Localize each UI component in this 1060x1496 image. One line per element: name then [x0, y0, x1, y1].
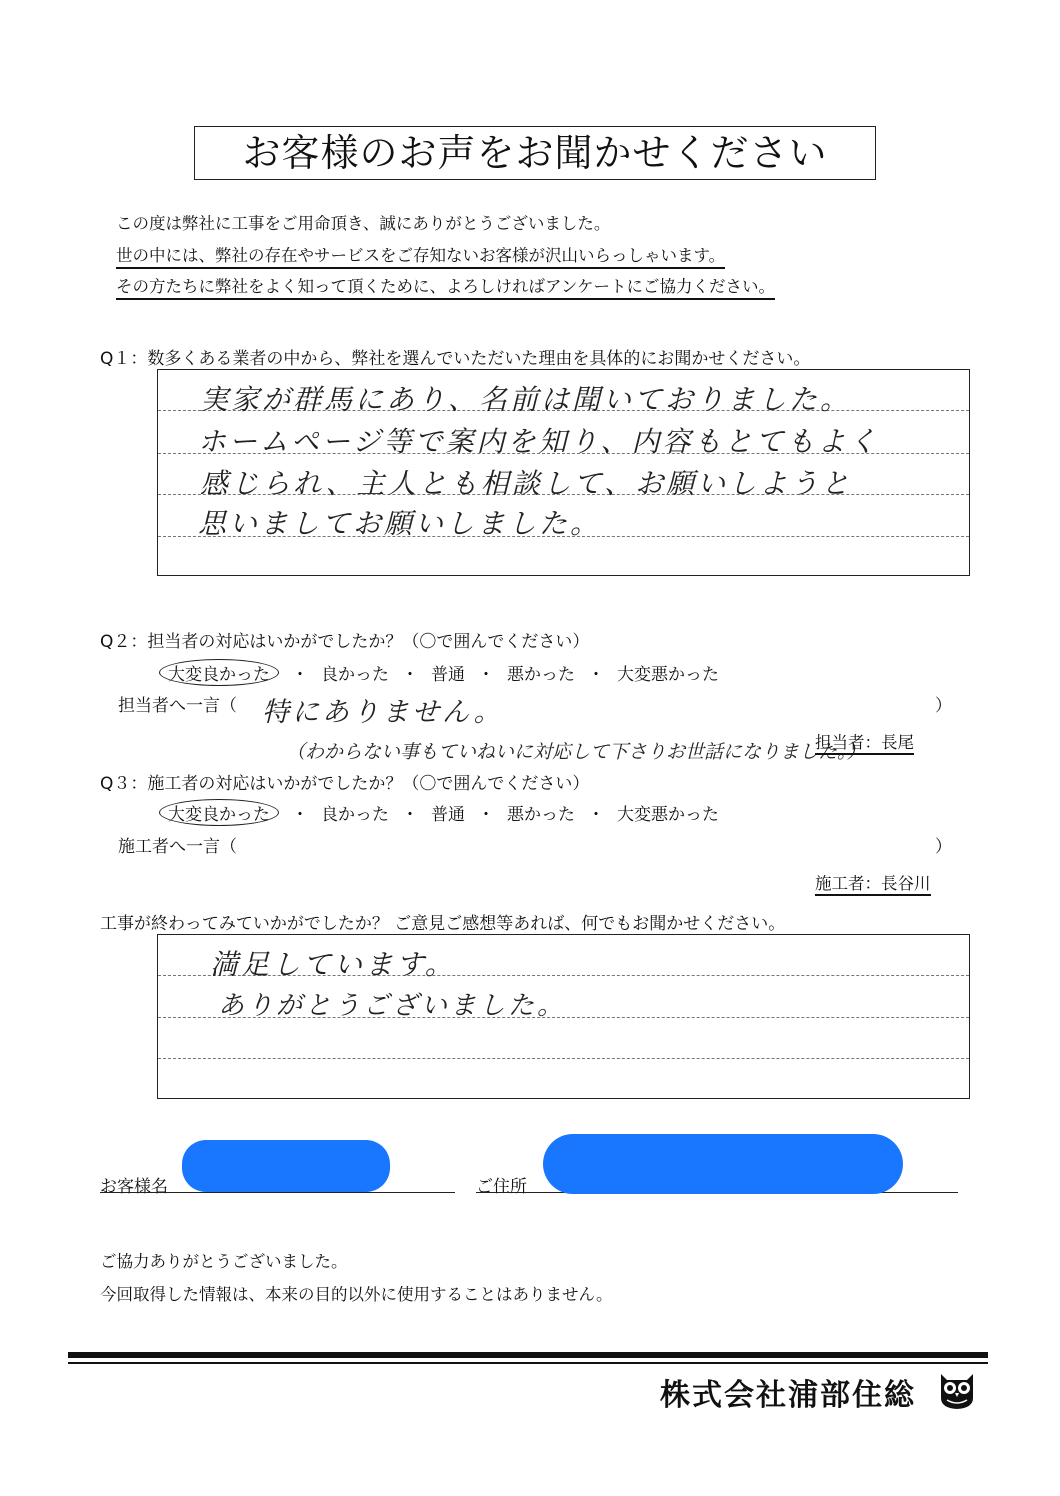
separator: ・: [477, 665, 495, 685]
q1-answer-box[interactable]: [157, 369, 970, 576]
q3-option-very-bad[interactable]: 大変悪かった: [617, 805, 719, 825]
q2-option-very-good[interactable]: 大変良かった: [159, 659, 279, 686]
q3-question: [100, 769, 589, 794]
q3-comment-close: ）: [935, 837, 952, 857]
q1-answer-line-4: 思いましてお願いしました。: [198, 507, 602, 540]
q2-comment-close: ）: [935, 696, 952, 716]
separator: ・: [401, 665, 419, 685]
q2-text: 担当者の対応はいかがでしたか？（〇で囲んでください）: [147, 632, 590, 652]
q1-answer-line-1: 実家が群馬にあり、名前は聞いておりました。: [200, 383, 852, 416]
q1-label: Q１：: [100, 349, 148, 369]
q2-label: Q２：: [100, 632, 148, 652]
intro-line-1: この度は弊社に工事をご用命頂き、誠にありがとうございました。: [116, 214, 611, 233]
footer-divider: [68, 1352, 988, 1358]
q1-text: 数多くある業者の中から、弊社を選んでいただいた理由を具体的にお聞かせください。: [147, 349, 811, 369]
q2-option-bad[interactable]: 悪かった: [507, 665, 575, 685]
q1-question: [100, 344, 810, 369]
separator: ・: [477, 805, 495, 825]
q2-comment-label: 担当者へ一言（: [118, 696, 237, 716]
q2-question: [100, 627, 589, 652]
separator: ・: [291, 665, 309, 685]
q3-option-bad[interactable]: 悪かった: [507, 805, 575, 825]
q2-options: [165, 659, 719, 686]
q2-option-very-bad[interactable]: 大変悪かった: [617, 665, 719, 685]
q3-option-normal[interactable]: 普通: [431, 805, 465, 825]
customer-name-field[interactable]: [100, 1192, 455, 1193]
q3-option-good[interactable]: 良かった: [321, 805, 389, 825]
separator: ・: [401, 805, 419, 825]
q3-comment-label: 施工者へ一言（: [118, 837, 237, 857]
owl-logo-icon: [937, 1368, 977, 1410]
thanks-text: ご協力ありがとうございました。: [100, 1252, 348, 1271]
q3-options: [165, 799, 719, 826]
q4-answer-box[interactable]: [157, 934, 970, 1099]
redaction-mark: [182, 1140, 390, 1192]
intro-line-2: 世の中には、弊社の存在やサービスをご存知ないお客様が沢山いらっしゃいます。: [116, 246, 725, 269]
q1-answer-line-2: ホームページ等で案内を知り、内容もとてもよく: [198, 425, 880, 458]
q1-answer-line-3: 感じられ、主人とも相談して、お願いしようと: [200, 467, 853, 500]
q2-comment-text-2: （わからない事もていねいに対応して下さりお世話になりました。）: [286, 741, 866, 763]
q2-staff-name: 担当者：長尾: [815, 729, 914, 755]
redaction-mark: [543, 1134, 903, 1194]
page-title: お客様のお声をお聞かせください: [194, 126, 876, 180]
separator: ・: [587, 665, 605, 685]
company-name: 株式会社浦部住総: [660, 1378, 916, 1413]
q4-question: 工事が終わってみていかがでしたか？ ご意見ご感想等あれば、何でもお聞かせください。: [100, 914, 786, 934]
q2-option-normal[interactable]: 普通: [431, 665, 465, 685]
q3-option-very-good[interactable]: 大変良かった: [159, 799, 279, 826]
q3-text: 施工者の対応はいかがでしたか？（〇で囲んでください）: [147, 774, 590, 794]
separator: ・: [291, 805, 309, 825]
privacy-text: 今回取得した情報は、本来の目的以外に使用することはありません。: [100, 1285, 613, 1304]
q2-comment-text[interactable]: 特にありません。: [262, 697, 504, 728]
q4-answer-line-1: 満足しています。: [210, 948, 456, 981]
address-label: ご住所: [476, 1177, 527, 1197]
q2-option-good[interactable]: 良かった: [321, 665, 389, 685]
footer-divider-thin: [68, 1362, 988, 1364]
q3-staff-name: 施工者：長谷川: [815, 870, 931, 896]
intro-line-3: その方たちに弊社をよく知って頂くために、よろしければアンケートにご協力ください。: [116, 277, 775, 300]
separator: ・: [587, 805, 605, 825]
q4-answer-line-2: ありがとうございました。: [218, 991, 567, 1021]
customer-name-label: お客様名: [100, 1177, 168, 1197]
q3-label: Q３：: [100, 774, 148, 794]
